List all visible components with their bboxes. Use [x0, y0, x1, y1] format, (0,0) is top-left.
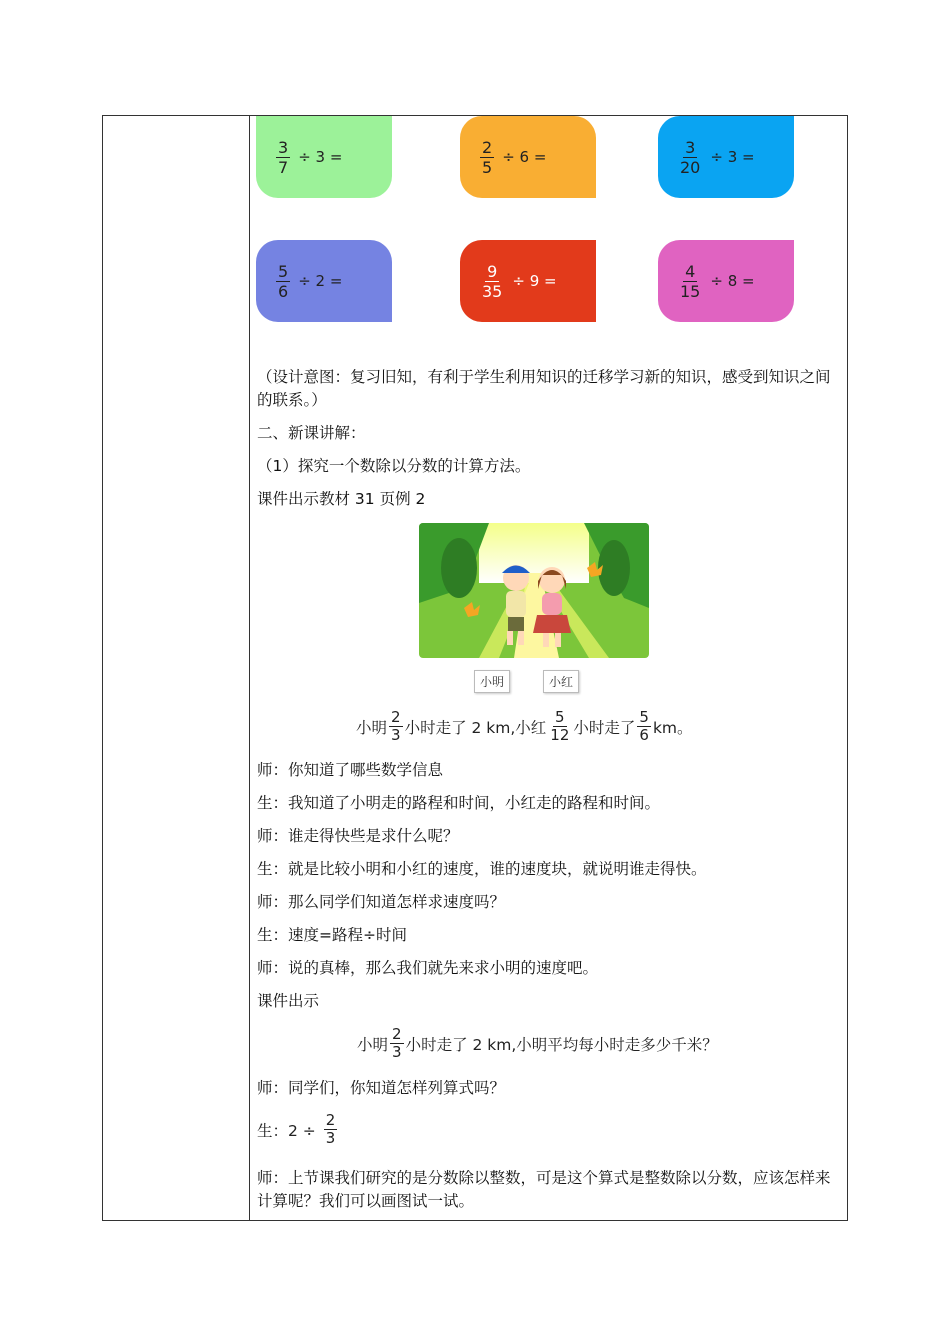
fraction: $\frac{4}{15}$: [680, 261, 701, 301]
exercise-card-3: [658, 116, 794, 198]
subsection-title: （1）探究一个数除以分数的计算方法。: [257, 457, 531, 475]
design-intent: （设计意图：复习旧知，有利于学生利用知识的迁移学习新的知识，感受到知识之间的联系。）: [257, 368, 831, 409]
fraction: $\frac{5}{12}$: [550, 708, 570, 744]
dialogue-line: 生：我知道了小明走的路程和时间，小红走的路程和时间。: [257, 794, 661, 812]
dialogue-line: 生：就是比较小明和小红的速度，谁的速度块，就说明谁走得快。: [257, 860, 707, 878]
problem-text: 小时走了 2 km,小明平均每小时走多少千米？: [405, 1035, 718, 1054]
problem-text: 小明: [357, 1035, 389, 1054]
fraction: $\frac{2}{5}$: [482, 137, 493, 177]
fraction: $\frac{2}{3}$: [392, 1025, 402, 1061]
problem-text: 小时走了: [573, 718, 636, 737]
dialogue-line: 师：说的真棒，那么我们就先来求小明的速度吧。: [257, 959, 599, 977]
problem-statement-2: [357, 1026, 718, 1061]
illustration-svg: [419, 523, 649, 658]
fraction: $\frac{2}{3}$: [325, 1111, 336, 1147]
operation: ÷ 6 =: [502, 148, 547, 166]
problem-text: 小时走了 2 km,小红: [404, 718, 547, 737]
operation: ÷ 9 =: [512, 272, 557, 290]
dialogue-line: 师：同学们，你知道怎样列算式吗？: [257, 1079, 506, 1097]
fraction: $\frac{3}{20}$: [680, 137, 701, 177]
exercise-card-5: [460, 240, 596, 322]
exercise-card-2: [460, 116, 596, 198]
column-divider: [249, 116, 250, 1220]
operation: ÷ 2 =: [298, 272, 343, 290]
operation: ÷ 8 =: [710, 272, 755, 290]
dialogue-line: 师：你知道了哪些数学信息: [257, 761, 444, 779]
operation: ÷ 3 =: [710, 148, 755, 166]
fraction: $\frac{3}{7}$: [278, 137, 289, 177]
answer-text: 生：2 ÷: [257, 1121, 316, 1140]
dialogue-line: 师：那么同学们知道怎样求速度吗？: [257, 893, 506, 911]
exercise-card-1: [256, 116, 392, 198]
problem-text: km。: [652, 718, 693, 737]
dialogue-line: 师：谁走得快些是求什么呢？: [257, 827, 459, 845]
label-xiaohong: 小红: [543, 670, 579, 693]
illustration-kids-walking: [419, 523, 649, 658]
fraction: $\frac{9}{35}$: [482, 261, 503, 301]
exercise-card-4: [256, 240, 392, 322]
operation: ÷ 3 =: [298, 148, 343, 166]
dialogue-line: 课件出示: [257, 992, 320, 1010]
dialogue-line: 生：速度=路程÷时间: [257, 926, 407, 944]
label-xiaoming: 小明: [474, 670, 510, 693]
section-title: 二、新课讲解：: [257, 424, 366, 442]
answer-expression: [257, 1112, 339, 1147]
exercise-card-6: [658, 240, 794, 322]
problem-statement-1: [356, 709, 693, 744]
fraction: $\frac{5}{6}$: [639, 708, 649, 744]
closing-paragraph: 师：上节课我们研究的是分数除以整数，可是这个算式是整数除以分数，应该怎样来计算呢？我们可以画图试一试。: [257, 1169, 831, 1210]
textbook-reference: 课件出示教材 31 页例 2: [257, 490, 426, 508]
fraction: $\frac{2}{3}$: [391, 708, 401, 744]
problem-text: 小明: [356, 718, 388, 737]
fraction: $\frac{5}{6}$: [278, 261, 289, 301]
